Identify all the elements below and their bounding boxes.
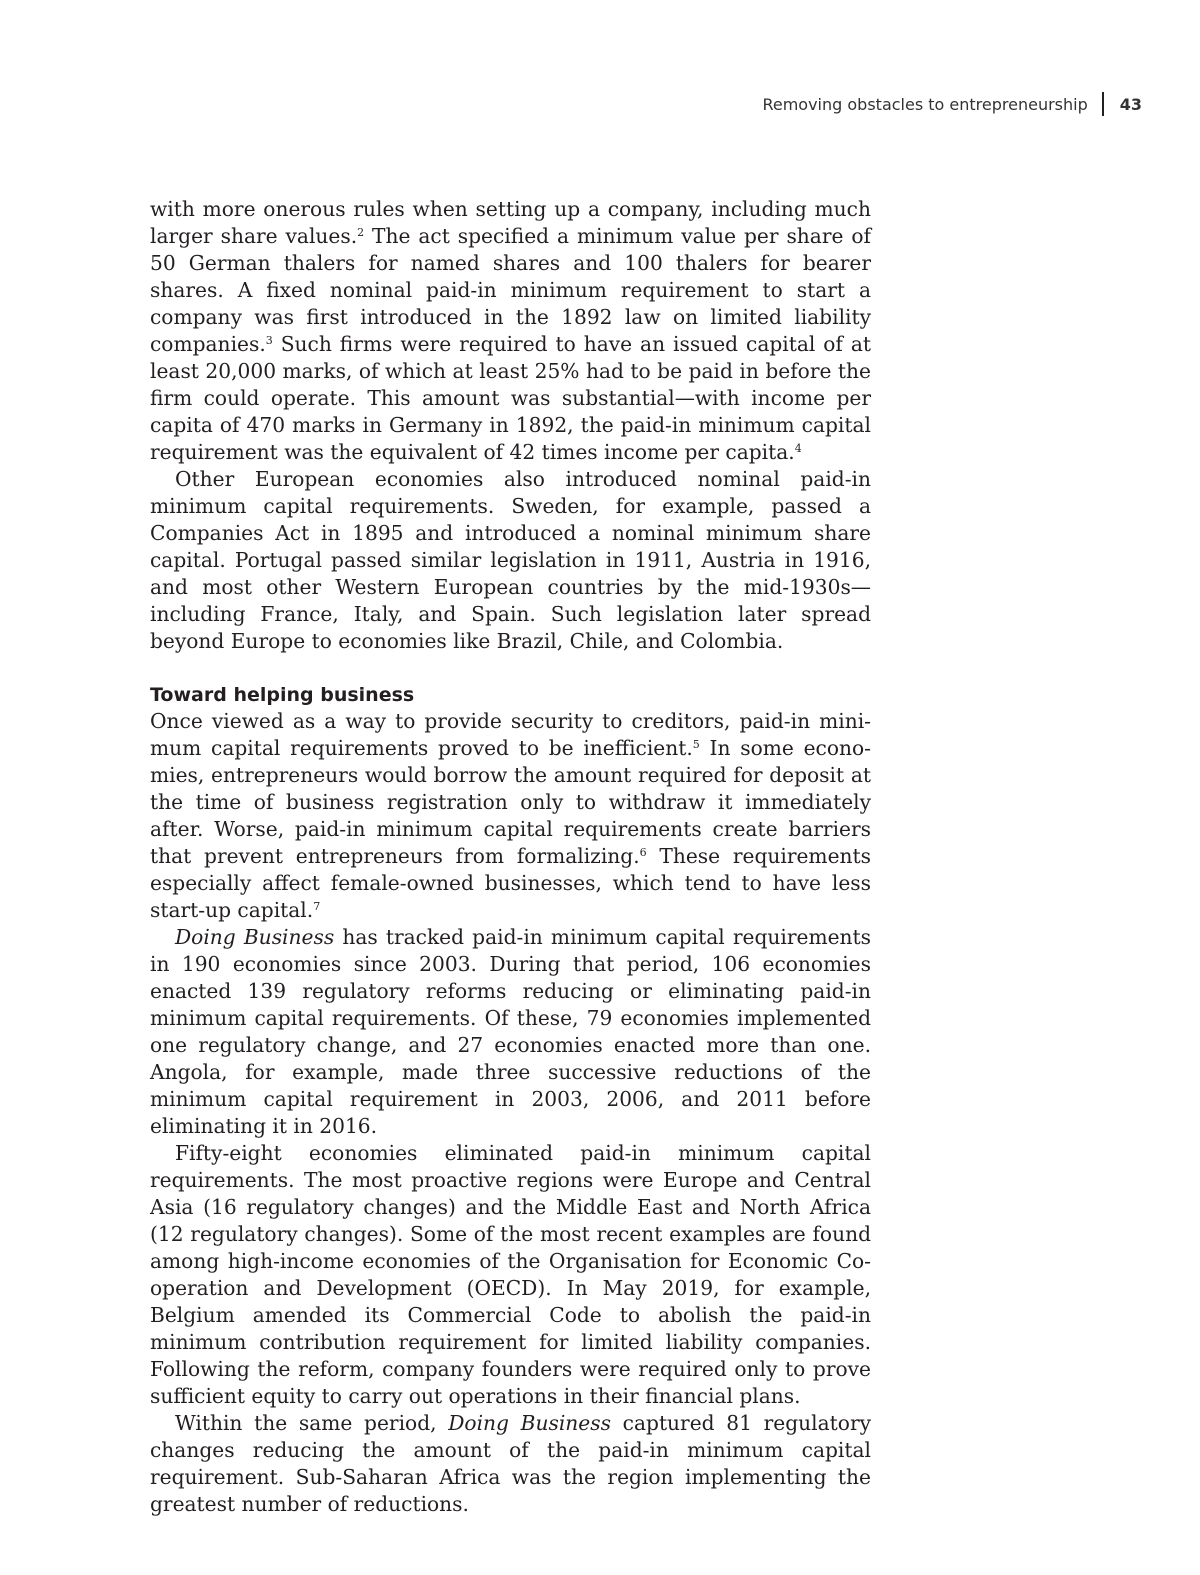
section-heading: Toward helping business [150,684,415,706]
publication-title: Doing Business [448,1411,611,1435]
running-title: Removing obstacles to entrepreneurship [762,94,1088,114]
paragraph-4-text: has tracked paid-in minimum capital requirements in 190 economies since 2003. During that period, 106 economies enacted 139 regulatory reforms reducing or eliminating paid-in minimum capital requirements. Of these, 79 economies implemented one regulatory change, and 27 economies enacted more than one. Angola, for example, made three successive reductions of the minimum capital requirement in 2003, 2006, and 2011 before eliminating it in 2016. [150,925,872,1138]
footnote-ref-4: 4 [794,442,802,455]
paragraph-3 [150,708,871,924]
running-head [762,92,1142,116]
body-text [150,196,871,1518]
paragraph-3-text-b: In some economies, entrepreneurs would borrow the amount required for deposit at the time of business registration only to withdraw it immediately after. Worse, paid-in minimum capital requirements create barriers that prevent entrepreneurs from formalizing. [150,736,871,868]
paragraph-1 [150,196,871,466]
paragraph-3-text-a: Once viewed as a way to provide security to creditors, paid-in minimum capital requirements proved to be inefficient. [150,709,871,760]
header-divider [1102,92,1104,116]
paragraph-1-text-b: The act specified a minimum value per share of 50 German thalers for named shares and 100 thalers for bearer shares. A fixed nominal paid-in minimum requirement to start a company was first introduced in the 1892 law on limited liability companies. [150,224,871,356]
paragraph-6 [150,1410,871,1518]
paragraph-6-text-a: Within the same period, [175,1411,449,1435]
paragraph-6-text-b: captured 81 regulatory changes reducing the amount of the paid-in minimum capital requirement. Sub-Saharan Africa was the region implementing the greatest number of reductions. [150,1411,871,1516]
footnote-ref-5: 5 [692,738,700,751]
footnote-ref-7: 7 [313,900,321,913]
footnote-ref-3: 3 [265,334,273,347]
page-number: 43 [1119,94,1142,114]
publication-title: Doing Business [175,925,335,949]
paragraph-4 [150,924,871,1140]
footnote-ref-2: 2 [357,226,365,239]
paragraph-1-text-a: with more onerous rules when setting up a company, including much larger share values. [150,197,871,248]
footnote-ref-6: 6 [639,846,647,859]
paragraph-1-text-c: Such firms were required to have an issued capital of at least 20,000 marks, of which at least 25% had to be paid in before the firm could operate. This amount was substantial—with income per capita of 470 marks in Germany in 1892, the paid-in minimum capital requirement was the equivalent of 42 times income per capita. [150,332,871,464]
paragraph-2: Other European economies also introduced nominal paid-in minimum capital requirements. Sweden, for example, passed a Companies Act in 1895 and introduced a nominal minimum share capital. Portugal passed similar legislation in 1911, Austria in 1916, and most other Western European countries by the mid-1930s—including France, Italy, and Spain. Such legislation later spread beyond Europe to economies like Brazil, Chile, and Colombia. [150,467,871,653]
paragraph-3-text-c: These requirements especially affect female-owned businesses, which tend to have less start-up capital. [150,844,871,922]
paragraph-5: Fifty-eight economies eliminated paid-in minimum capital requirements. The most proactive regions were Europe and Central Asia (16 regulatory changes) and the Middle East and North Africa (12 regulatory changes). Some of the most recent examples are found among high-income economies of the Organisation for Economic Co-operation and Development (OECD). In May 2019, for example, Belgium amended its Commercial Code to abolish the paid-in minimum contribution requirement for limited liability companies. Following the reform, company founders were required only to prove sufficient equity to carry out operations in their financial plans. [150,1141,871,1408]
